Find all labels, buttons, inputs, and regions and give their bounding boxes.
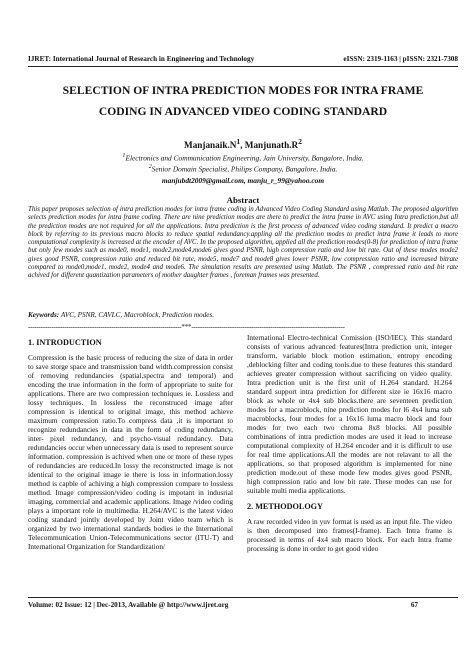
- section-separator: ------------------------------------------------------------------------***------------------------------------------------------------------------: [28, 323, 345, 331]
- author-sep: ,: [240, 140, 245, 151]
- journal-name: IJRET: International Journal of Research in Engineering and Technology: [28, 55, 255, 63]
- methodology-paragraph: A raw recorded video in yuv format is used as an input file. The video is then decomposed into frames(I-frame). Each Intra frame is processed in terms of 4x4 sub macro block. For each Intra frame processing is done in order to get good video: [247, 517, 452, 553]
- introduction-continued: International Electro-technical Comission (ISO/IEC). This standard consists of various advanced features(Intra prediction unit, integer transform, variable block motion estimation, entropy encoding ,deblocking filter and coding tools.due to these features this standard achieves greater compression without sacrificing on video quality. Intra prediction unit is the first unit of H.264 standard. H.264 standard support intra prediction for different size ie 16x16 macro block as whole or 4x4 sub blocks.there are seventeen prediction modes for a macroblock, nine prediction modes for l6 4x4 luma sub macroblocks, four modes for a 16x16 luma macro block and four modes for two each two chroma 8x8 blocks. All possible combinations of intra prediction modes are used it lead to increase computational complexity of H.264 encoder and it is difficult to use for real time applications.All the modes are not relavant to all the applications, so that proposed algorithm is implemented for nine prediction mode.out of these mode few modes gives good PSNR, high compression ratio and low bit rate. These modes can use for suitable multi media applications.: [247, 333, 452, 495]
- author-1: Manjanaik.N: [184, 140, 237, 151]
- author-2: Manjunath.R: [244, 140, 299, 151]
- author-1-sup: 1: [236, 137, 241, 146]
- abstract-text: This paper proposes selection of intra prediction modes for intra frame coding in Advanced Video Coding Standard using Matlab. The proposed algorithm selects prediction modes for intra frame coding. There are nine prediction modes are there to predict the intra frame in AVC using Intra prediction,but all the prediction modes are not required for all the applications. Intra prediction is the first process of advanced video coding standard. It predict a macro block by referring to its previous macro blocks to reduce spatial redundancy.appling all the prediction modes to predict intra frame it leads to more computational complexity is increased at the encoder of AVC. In the proposed algorithm, applied all the prediction modes(0-8) for prediction of intra frame but only few modes such as mode0, mode1, mode2,mode4,mode6 gives good PSNR, high compression ratio and low bit rate. Out of these modes mode2 gives good PSNR, compression ratio and reduced bit rate, mode5, mode7 and mode8 gives lower PSNR, low compression ratio and increased bitrate compared to mode0,mode1, mode2, mode4 and mode6. The simulation results are presented using Matlab. The PSNR , compressed ratio and bit rate achived for different quantization parameters of mother daughter frames , foreman frames was presented.: [28, 206, 458, 280]
- footer-rule: [28, 597, 458, 598]
- running-footer: [28, 601, 458, 609]
- author-list: [28, 137, 458, 150]
- right-column: [247, 333, 452, 553]
- abstract-heading: Abstract: [226, 195, 260, 205]
- affiliation-2-text: Senior Domain Specialist, Philips Company, Bangalore, India.: [151, 164, 338, 174]
- keywords: [28, 311, 458, 319]
- introduction-paragraph: Compression is the basic process of reducing the size of data in order to save storge space and transmission band width.compression consist of removing redundancies (spatial,spectra and temporal) and encoding the true information in the form of appropriate to suite for applications. There are two compression techniques ie. Lossless and lossy techniques. In lossless the reconstruced image after compression is identical to original image, this method achieve maximum compression ratio.To compress data ,it is important to recognize redundancies in data in the form of coding redundancy, inter- pixel redundancy, and psycho-visual redundancy. Data redundancies occur when unnecessary data is used to represent source information. compression is achived when one or more of these types of redundancies are reduced.In lossy the reconstructed image is not identical to the original image ie there is loss in information.lossy method is capble of achiving a high compression compare to lossless method. Image compression/video coding is impotant in indusrial imaging, commercial and academic applications. Image /video coding plays a important role in multimedia. H.264/AVC is the latest video coding standard jointly developed by Joint video team which is organized by two international standards bodies ie the International Telecommunication Union-Telecommunications sector (ITU-T) and International Organization for Standardization/: [28, 353, 233, 551]
- introduction-heading: 1. INTRODUCTION: [28, 338, 102, 347]
- section-gap: [247, 495, 452, 502]
- title-line-1: SELECTION OF INTRA PREDICTION MODES FOR INTRA FRAME: [62, 84, 424, 97]
- title-line-2: CODING IN ADVANCED VIDEO CODING STANDARD: [98, 105, 388, 118]
- issn-info: eISSN: 2319-1163 | pISSN: 2321-7308: [343, 55, 458, 63]
- affiliation-1-text: Electronics and Communication Engineering, Jain University, Bangalore, India.: [125, 153, 364, 163]
- author-2-sup: 2: [298, 137, 302, 146]
- affiliation-2-sup: 2: [148, 164, 152, 170]
- keywords-text: AVC, PSNR, CAVLC, Macroblock, Prediction modes.: [59, 311, 215, 319]
- keywords-label: Keywords:: [28, 311, 60, 319]
- paper-title: [28, 80, 458, 122]
- footer-volume-info: Volume: 02 Issue: 12 | Dec-2013, Available @ http://www.ijret.org: [28, 601, 229, 609]
- left-column: [28, 338, 233, 551]
- author-emails: manjubdt2009@gmail.com, manju_r_99@yahoo.com: [161, 176, 325, 185]
- running-header: [28, 51, 458, 63]
- affiliation-2: [28, 164, 458, 173]
- methodology-heading: 2. METHODOLOGY: [247, 502, 323, 511]
- header-rule: [28, 66, 458, 67]
- affiliation-1: [28, 153, 458, 162]
- affiliation-1-sup: 1: [122, 153, 126, 159]
- page-number: 67: [410, 601, 418, 609]
